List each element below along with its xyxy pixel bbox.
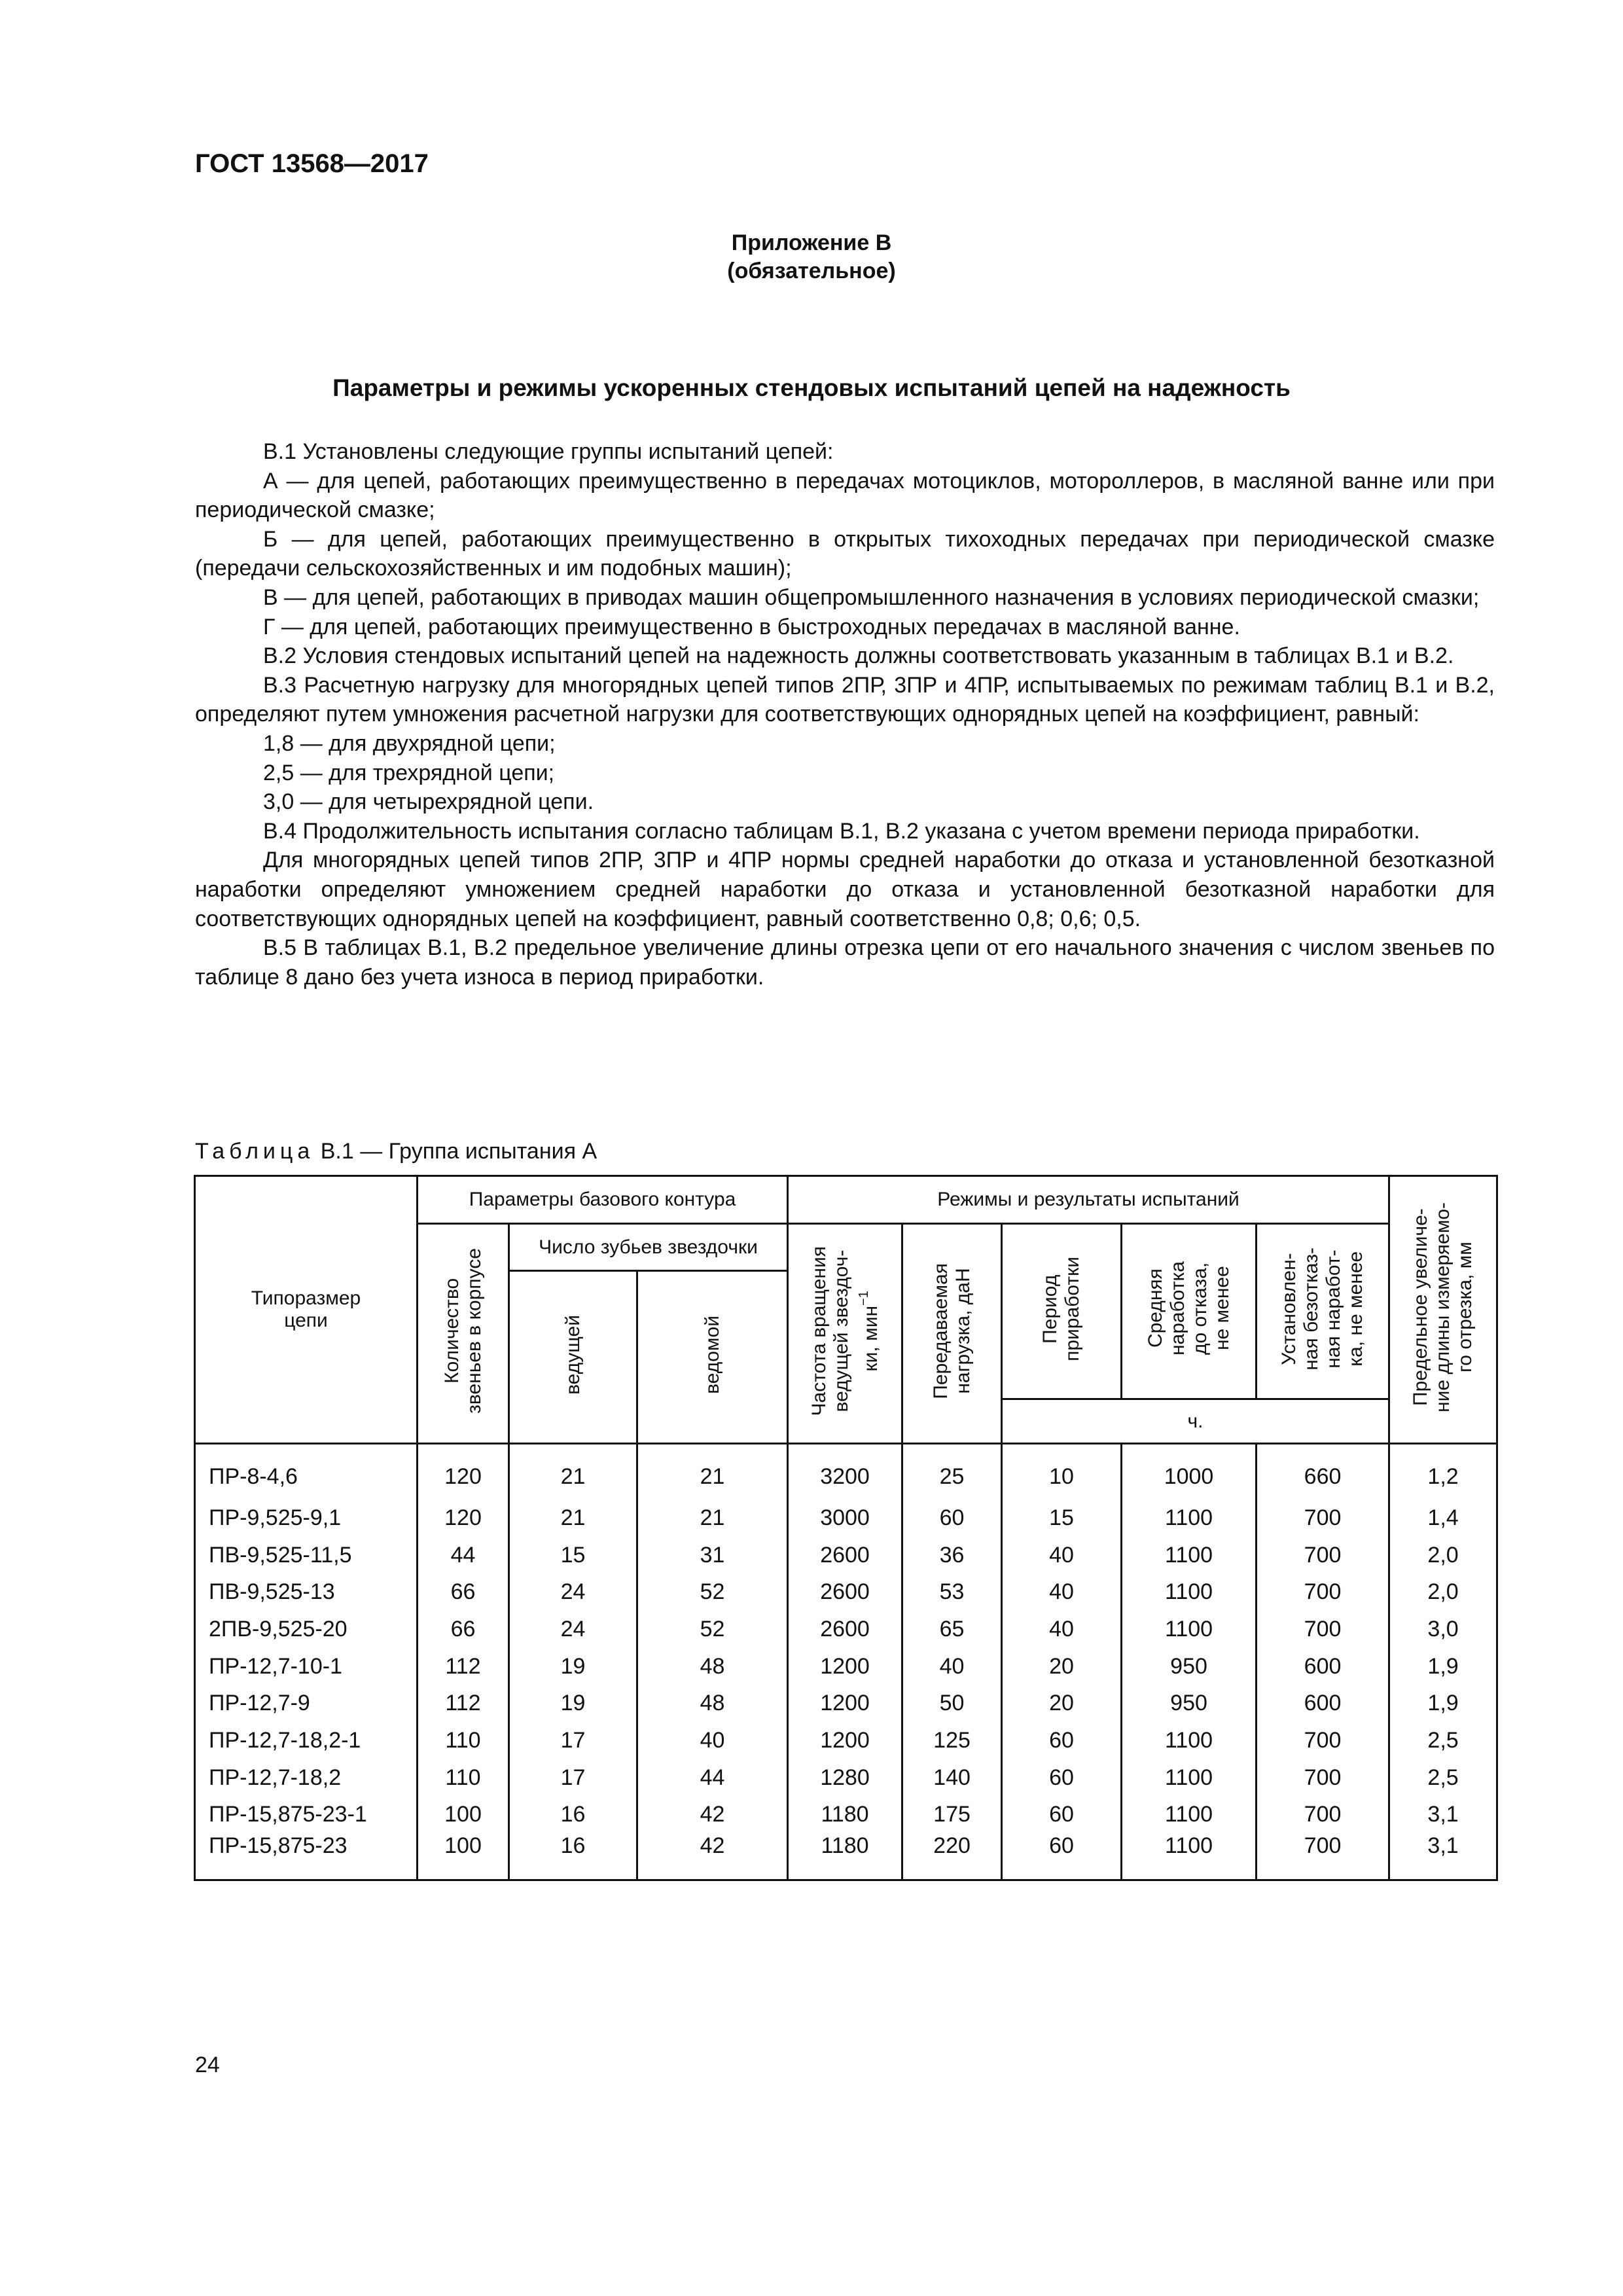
paragraph: В — для цепей, работающих в приводах машин общепромышленного назначения в условиях периодической смазки; [263, 584, 1480, 610]
table-cell: 50 [902, 1685, 1002, 1722]
table-cell: 40 [1002, 1611, 1122, 1648]
table-cell: 175 [902, 1797, 1002, 1834]
table-row [195, 1537, 1497, 1574]
header-rpm: Частота вращения ведущей звездоч- ки, мин$^{-1}$ [788, 1224, 902, 1444]
table-cell: 53 [902, 1573, 1002, 1611]
table-cell: 110 [418, 1759, 509, 1797]
table-cell: ПР-15,875-23 [195, 1833, 418, 1880]
table-cell: 1100 [1122, 1722, 1257, 1759]
table-cell: 42 [637, 1797, 788, 1834]
table-cell: 3,1 [1389, 1797, 1497, 1834]
table-cell: 2,5 [1389, 1759, 1497, 1797]
header-load: Передаваемая нагрузка, даН [902, 1224, 1002, 1444]
table-cell: 60 [1002, 1759, 1122, 1797]
table-row [195, 1444, 1497, 1500]
table-cell: 20 [1002, 1685, 1122, 1722]
table-cell: 3200 [788, 1444, 902, 1500]
table-cell: 1100 [1122, 1611, 1257, 1648]
table-cell: 700 [1257, 1759, 1389, 1797]
paragraph: Б — для цепей, работающих преимущественно в открытых тихоходных передачах при периодической смазке (передачи сельскохозяйственных и им подобных машин); [195, 526, 1495, 581]
header-size: Типоразмер цепи [195, 1176, 418, 1444]
appendix-status: (обязательное) [727, 259, 896, 283]
table-cell: 2,5 [1389, 1722, 1497, 1759]
table-row [195, 1722, 1497, 1759]
table-cell: 1000 [1122, 1444, 1257, 1500]
table-cell: 60 [902, 1499, 1002, 1537]
table-cell: 2ПВ-9,525-20 [195, 1611, 418, 1648]
table-cell: 2,0 [1389, 1573, 1497, 1611]
table-cell: 100 [418, 1833, 509, 1880]
table-cell: 66 [418, 1573, 509, 1611]
table-cell: ПР-12,7-18,2-1 [195, 1722, 418, 1759]
table-cell: 3,1 [1389, 1833, 1497, 1880]
table-cell: 25 [902, 1444, 1002, 1500]
table-cell: 24 [509, 1611, 637, 1648]
table-cell: ПР-12,7-9 [195, 1685, 418, 1722]
table-cell: 21 [509, 1444, 637, 1500]
table-cell: 112 [418, 1685, 509, 1722]
body-text [195, 437, 1495, 992]
table-caption-prefix: Таблица [195, 1139, 315, 1164]
table-cell: 1,9 [1389, 1685, 1497, 1722]
document-code: ГОСТ 13568—2017 [195, 149, 429, 178]
table-cell: 60 [1002, 1833, 1122, 1880]
table-cell: 1100 [1122, 1499, 1257, 1537]
table-cell: 66 [418, 1611, 509, 1648]
table-cell: 2600 [788, 1573, 902, 1611]
table-cell: 700 [1257, 1573, 1389, 1611]
table-cell: 600 [1257, 1685, 1389, 1722]
table-cell: 1100 [1122, 1797, 1257, 1834]
paragraph: Г — для цепей, работающих преимущественно в быстроходных передачах в масляной ванне. [263, 614, 1240, 639]
table-cell: 2,0 [1389, 1537, 1497, 1574]
table-cell: 700 [1257, 1499, 1389, 1537]
table-cell: 60 [1002, 1722, 1122, 1759]
table-cell: 140 [902, 1759, 1002, 1797]
table-cell: 44 [637, 1759, 788, 1797]
paragraph: В.3 Расчетную нагрузку для многорядных цепей типов 2ПР, 3ПР и 4ПР, испытываемых по режимам таблиц В.1 и В.2, определяют путем умножения расчетной нагрузки для соответствующих однорядных цепей на коэффициент, равный: [195, 672, 1495, 727]
table-cell: 16 [509, 1833, 637, 1880]
table-cell: 110 [418, 1722, 509, 1759]
table-cell: 21 [637, 1499, 788, 1537]
table-cell: 600 [1257, 1648, 1389, 1685]
table-cell: 40 [902, 1648, 1002, 1685]
table-cell: 19 [509, 1685, 637, 1722]
table-caption [195, 1139, 597, 1164]
table-cell: ПР-8-4,6 [195, 1444, 418, 1500]
header-mtbf: Средняя наработка до отказа, не менее [1122, 1224, 1257, 1399]
header-runin: Период приработки [1002, 1224, 1122, 1399]
table-cell: 40 [1002, 1537, 1122, 1574]
paragraph: В.5 В таблицах В.1, В.2 предельное увеличение длины отрезка цепи от его начального значения с числом звеньев по таблице 8 дано без учета износа в период приработки. [195, 935, 1495, 990]
table-cell: 40 [637, 1722, 788, 1759]
table-cell: 60 [1002, 1797, 1122, 1834]
page-number: 24 [195, 2053, 220, 2077]
table-cell: 1100 [1122, 1573, 1257, 1611]
table-cell: 120 [418, 1444, 509, 1500]
table-cell: 1200 [788, 1685, 902, 1722]
table-cell: 120 [418, 1499, 509, 1537]
table-cell: 10 [1002, 1444, 1122, 1500]
table-cell: 3000 [788, 1499, 902, 1537]
table-cell: 700 [1257, 1797, 1389, 1834]
table-cell: 2600 [788, 1537, 902, 1574]
table-cell: ПР-15,875-23-1 [195, 1797, 418, 1834]
table-cell: ПВ-9,525-11,5 [195, 1537, 418, 1574]
header-fail-free: Установлен- ная безотказ- ная наработ- ка, не менее [1257, 1224, 1389, 1399]
table-cell: ПВ-9,525-13 [195, 1573, 418, 1611]
table-cell: 100 [418, 1797, 509, 1834]
table-cell: 2600 [788, 1611, 902, 1648]
header-elongation: Предельное увеличе- ние длины измеряемо- го отрезка, мм [1389, 1176, 1497, 1444]
table-cell: 112 [418, 1648, 509, 1685]
table-row [195, 1573, 1497, 1611]
table-cell: 20 [1002, 1648, 1122, 1685]
table-cell: 1180 [788, 1797, 902, 1834]
header-modes-group: Режимы и результаты испытаний [788, 1176, 1389, 1224]
table-cell: 17 [509, 1722, 637, 1759]
table-cell: 48 [637, 1648, 788, 1685]
table-row [195, 1611, 1497, 1648]
table-cell: 1100 [1122, 1759, 1257, 1797]
table-cell: 40 [1002, 1573, 1122, 1611]
table-row [195, 1833, 1497, 1880]
table-cell: 950 [1122, 1685, 1257, 1722]
table-row [195, 1499, 1497, 1537]
table-cell: 15 [509, 1537, 637, 1574]
table-cell: 1,9 [1389, 1648, 1497, 1685]
table-cell: ПР-9,525-9,1 [195, 1499, 418, 1537]
table-cell: 1100 [1122, 1833, 1257, 1880]
table-row [195, 1797, 1497, 1834]
table-cell: 950 [1122, 1648, 1257, 1685]
table-cell: 17 [509, 1759, 637, 1797]
paragraph: 2,5 — для трехрядной цепи; [263, 760, 555, 785]
table-cell: 3,0 [1389, 1611, 1497, 1648]
table-cell: 700 [1257, 1611, 1389, 1648]
appendix-title: Приложение В [731, 230, 892, 255]
table-caption-text: В.1 — Группа испытания А [314, 1139, 597, 1164]
paragraph: А — для цепей, работающих преимущественно в передачах мотоциклов, мотороллеров, в масляной ванне или при периодической смазке; [195, 468, 1495, 523]
paragraph: В.4 Продолжительность испытания согласно таблицам В.1, В.2 указана с учетом времени периода приработки. [263, 818, 1420, 844]
table-cell: 1,4 [1389, 1499, 1497, 1537]
table-cell: 1200 [788, 1648, 902, 1685]
table-cell: 19 [509, 1648, 637, 1685]
table-cell: 1100 [1122, 1537, 1257, 1574]
table-cell: 52 [637, 1573, 788, 1611]
table-cell: 52 [637, 1611, 788, 1648]
table-cell: 700 [1257, 1537, 1389, 1574]
table-cell: 15 [1002, 1499, 1122, 1537]
header-driving: ведущей [509, 1271, 637, 1444]
table-row [195, 1685, 1497, 1722]
paragraph: В.1 Установлены следующие группы испытаний цепей: [263, 439, 834, 464]
test-parameters-table [194, 1175, 1498, 1881]
table-cell: 1180 [788, 1833, 902, 1880]
header-driven: ведомой [637, 1271, 788, 1444]
paragraph: Для многорядных цепей типов 2ПР, 3ПР и 4ПР нормы средней наработки до отказа и установленной безотказной наработки определяют умножением средней наработки до отказа и установленной безотказной наработки для соответствующих однорядных цепей на коэффициент, равный соответственно 0,8; 0,6; 0,5. [195, 848, 1495, 931]
table-row [195, 1648, 1497, 1685]
header-base-group: Параметры базового контура [418, 1176, 788, 1224]
table-cell: 660 [1257, 1444, 1389, 1500]
table-cell: 125 [902, 1722, 1002, 1759]
table-cell: ПР-12,7-18,2 [195, 1759, 418, 1797]
table-cell: 65 [902, 1611, 1002, 1648]
table-cell: 21 [509, 1499, 637, 1537]
table-cell: 16 [509, 1797, 637, 1834]
table-row [195, 1759, 1497, 1797]
header-teeth-group: Число зубьев звездочки [509, 1224, 788, 1271]
table-cell: 1280 [788, 1759, 902, 1797]
table-cell: 24 [509, 1573, 637, 1611]
table-cell: 220 [902, 1833, 1002, 1880]
header-links: Количество звеньев в корпусе [418, 1224, 509, 1444]
paragraph: В.2 Условия стендовых испытаний цепей на надежность должны соответствовать указанным в таблицах В.1 и В.2. [263, 643, 1454, 669]
paragraph: 1,8 — для двухрядной цепи; [263, 730, 556, 756]
table-cell: 31 [637, 1537, 788, 1574]
table-cell: 1200 [788, 1722, 902, 1759]
header-unit-hours: ч. [1002, 1399, 1389, 1444]
table-cell: 44 [418, 1537, 509, 1574]
table-cell: 48 [637, 1685, 788, 1722]
table-cell: 42 [637, 1833, 788, 1880]
table-cell: ПР-12,7-10-1 [195, 1648, 418, 1685]
table-cell: 700 [1257, 1833, 1389, 1880]
section-title: Параметры и режимы ускоренных стендовых испытаний цепей на надежность [332, 374, 1291, 401]
paragraph: 3,0 — для четырехрядной цепи. [263, 789, 594, 815]
table-cell: 700 [1257, 1722, 1389, 1759]
table-cell: 36 [902, 1537, 1002, 1574]
table-cell: 1,2 [1389, 1444, 1497, 1500]
table-cell: 21 [637, 1444, 788, 1500]
